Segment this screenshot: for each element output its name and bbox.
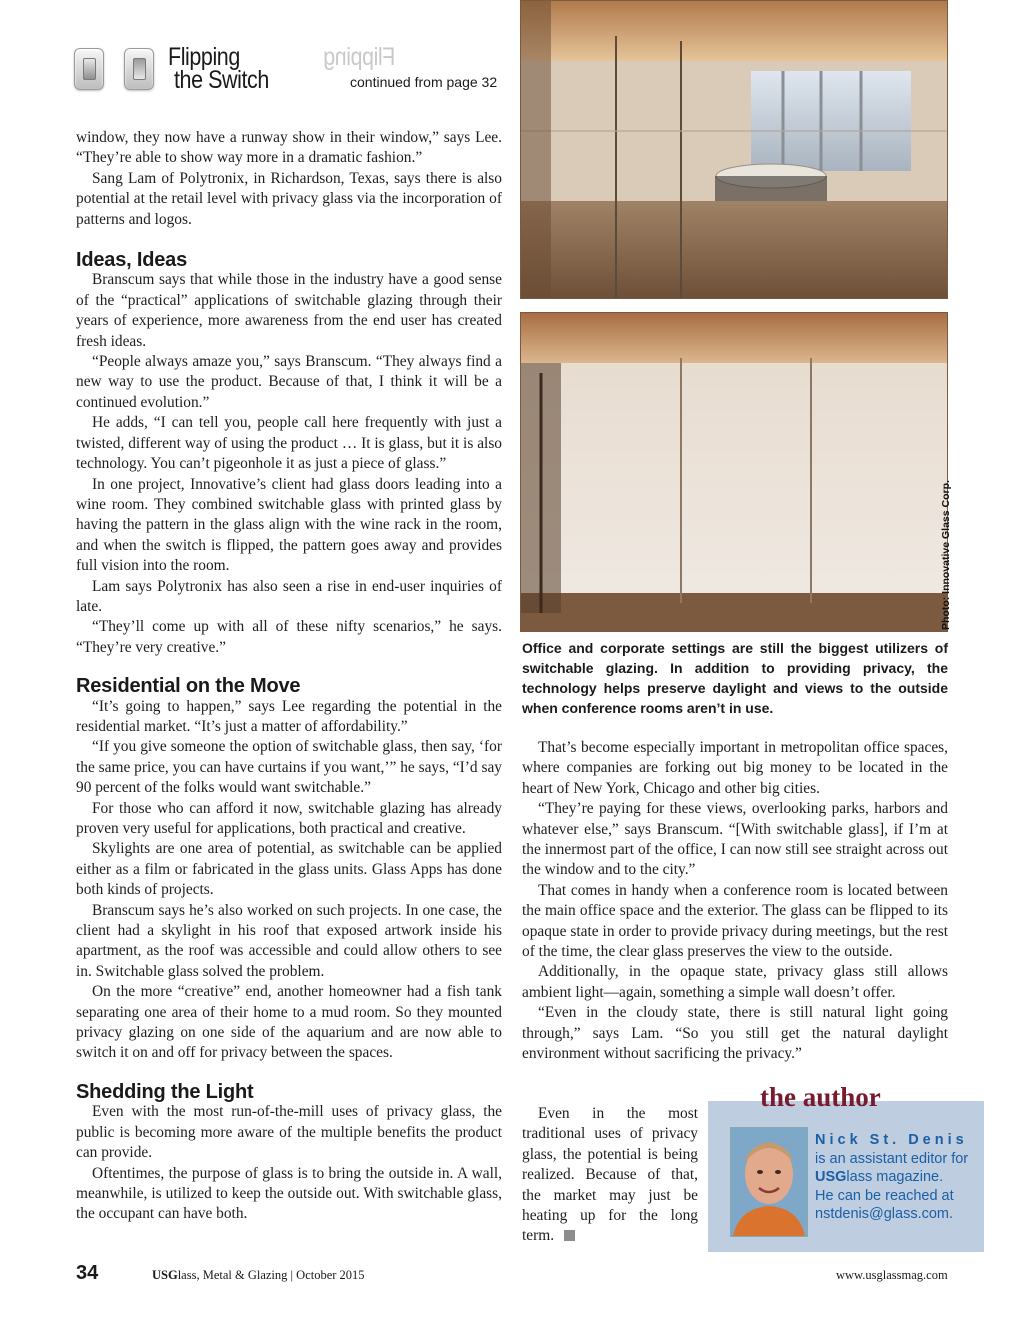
paragraph: Branscum says he’s also worked on such projects. In one case, the client had a skylight in his roof that exposed artwork inside his apartment, as the roof was accessible and could allow others to see in. Switchable glass solved the problem. [76, 901, 502, 980]
paragraph: Additionally, in the opaque state, privacy glass still allows ambient light—again, something a simple wall doesn’t offer. [522, 963, 948, 1001]
paragraph: Oftentimes, the purpose of glass is to bring the outside in. A wall, meanwhile, is utilized to keep the outside out. With switchable glass, the occupant can have both. [76, 1164, 502, 1223]
paragraph: Sang Lam of Polytronix, in Richardson, Texas, says there is also potential at the retail level with privacy glass via the incorporation of patterns and logos. [76, 169, 502, 228]
paragraph: On the more “creative” end, another homeowner had a fish tank separating one area of their home to a mud room. So they mounted privacy glazing on one side of the aquarium and are now able to switch it on and off for privacy between the spaces. [76, 983, 502, 1062]
continued-from-note: continued from page 32 [350, 74, 498, 90]
footer-separator: | [290, 1268, 294, 1282]
paragraph: “They’re paying for these views, overlooking parks, harbors and whatever else,” says Branscum. “[With switchable glass], if I’m at the innermost part of the office, I can now still see straight across out the window and to the city.” [522, 800, 948, 879]
author-contact: He can be reached at nstdenis@glass.com. [815, 1187, 954, 1222]
header-title-line1: Flipping [168, 43, 240, 71]
footer-brand-bold: USG [152, 1268, 178, 1282]
paragraph: “They’ll come up with all of these nifty scenarios,” he says. “They’re very creative.” [76, 618, 502, 656]
header-title-line2: the Switch [174, 66, 269, 94]
magazine-name-bold: USG [815, 1169, 847, 1185]
magazine-name-rest: lass magazine. [846, 1169, 944, 1185]
paragraph-text: Even in the most traditional uses of privacy glass, the potential is being realized. Because of that, the market may just be heating up for the long term. [522, 1105, 698, 1245]
paragraph: He adds, “I can tell you, people call here frequently with just a twisted, different way of using the product … It is glass, but it is also technology. You can’t pigeonhole it as just a piece of glass.” [76, 414, 502, 473]
author-role: is an assistant editor for [815, 1150, 969, 1167]
article-left-column [76, 128, 502, 1225]
footer-issue: October 2015 [296, 1268, 365, 1282]
paragraph: “If you give someone the option of switchable glass, then say, ‘for the same price, you can have curtains if you want,’” he says, “I’d say 90 percent of the folks would want switchable.” [76, 738, 502, 797]
paragraph: Branscum says that while those in the industry have a good sense of the “practical” applications of switchable glazing through their years of experience, more awareness from the end user has created fresh ideas. [76, 271, 502, 350]
photo-credit: Photo: Innovative Glass Corp. [940, 480, 952, 630]
photo-caption: Office and corporate settings are still the biggest utilizers of switchable glazing. In addition to providing privacy, the technology helps preserve daylight and views to the outside when conference rooms aren’t in use. [522, 640, 948, 716]
subheading-shedding: Shedding the Light [76, 1080, 254, 1103]
paragraph: window, they now have a runway show in their window,” says Lee. “They’re able to show way more in a dramatic fashion.” [76, 129, 502, 167]
article-right-column-end [522, 1104, 698, 1247]
page-number: 34 [76, 1262, 99, 1284]
section-header [74, 42, 514, 102]
article-right-column [522, 738, 948, 1065]
author-photo [730, 1127, 808, 1237]
paragraph: Even with the most run-of-the-mill uses of privacy glass, the public is becoming more aware of the multiple benefits the product can provide. [76, 1103, 502, 1162]
paragraph: “It’s going to happen,” says Lee regarding the potential in the residential market. “It’s just a matter of affordability.” [76, 697, 502, 735]
paragraph: In one project, Innovative’s client had glass doors leading into a wine room. They combined switchable glass with printed glass by having the pattern in the glass align with the wine rack in the room, and when the switch is flipped, the pattern goes away and provides full vision into the room. [76, 475, 502, 575]
footer-url[interactable]: www.usglassmag.com [836, 1268, 948, 1282]
paragraph [522, 1104, 698, 1247]
header-title-mirror: Flipping [323, 43, 396, 71]
end-of-article-icon [564, 1230, 575, 1241]
footer-publication [152, 1268, 365, 1283]
author-name: Nick St. Denis [815, 1132, 968, 1148]
paragraph: Skylights are one area of potential, as switchable can be applied either as a film or fabricated in the glass units. Glass Apps has done both kinds of projects. [76, 840, 502, 899]
light-switch-on-icon [74, 48, 104, 90]
paragraph: That’s become especially important in metropolitan office spaces, where companies are forking out big money to be located in the heart of New York, Chicago and other big cities. [522, 739, 948, 797]
footer-brand-rest: lass, Metal & Glazing [177, 1268, 288, 1282]
paragraph: For those who can afford it now, switchable glazing has already proven very useful for applications, both practical and creative. [76, 799, 502, 837]
author-heading: the author [760, 1082, 881, 1112]
paragraph: That comes in handy when a conference room is located between the main office space and the exterior. The glass can be flipped to its opaque state in order to provide privacy during meetings, but the rest of the time, the clear glass preserves the view to the outside. [522, 881, 948, 961]
paragraph: “People always amaze you,” says Branscum. “They always find a new way to use the product. Because of that, I think it will be a continued evolution.” [76, 353, 502, 411]
photo-clear-glass-conference-room [520, 0, 948, 299]
paragraph: Lam says Polytronix has also seen a rise in end-user inquiries of late. [76, 577, 502, 615]
paragraph: “Even in the cloudy state, there is still natural light going through,” says Lam. “So you still get the natural daylight environment without sacrificing the privacy.” [522, 1004, 948, 1063]
light-switch-off-icon [124, 48, 154, 90]
author-bio [815, 1131, 980, 1224]
author-bio-line [815, 1150, 980, 1187]
subheading-residential: Residential on the Move [76, 675, 301, 698]
photo-frosted-glass-conference-room [520, 312, 948, 632]
subheading-ideas: Ideas, Ideas [76, 249, 187, 272]
